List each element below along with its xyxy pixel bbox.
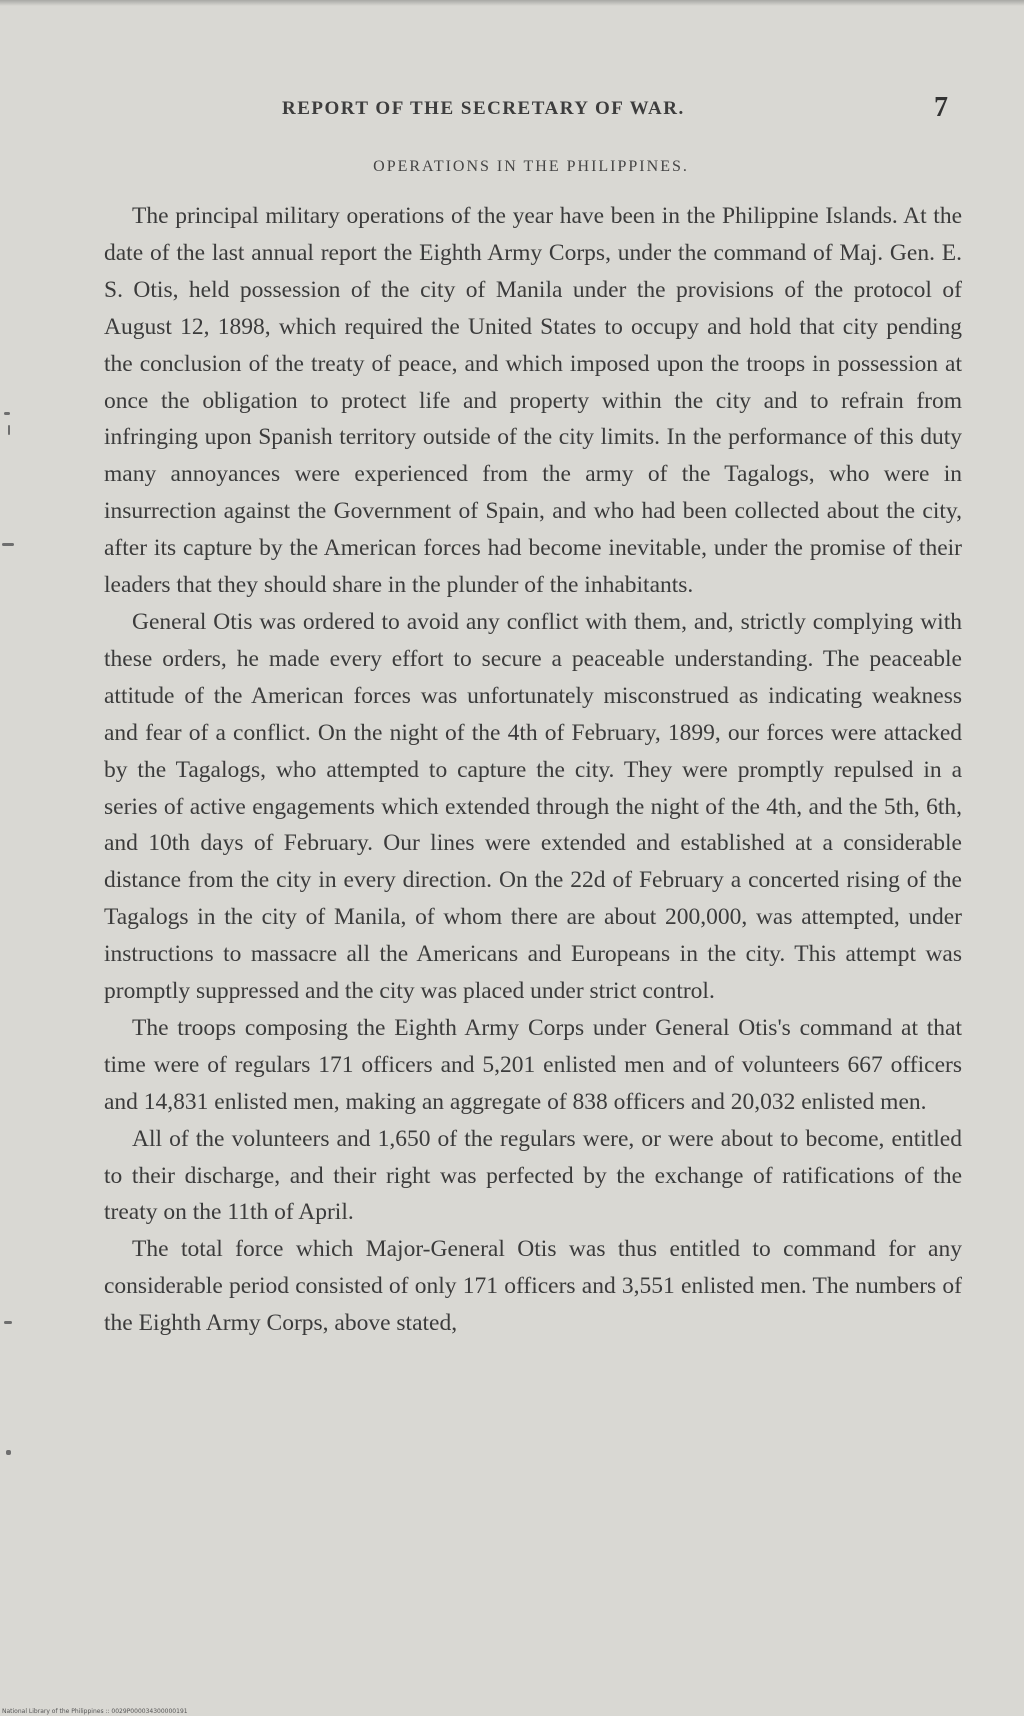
paragraph: The total force which Major-General Otis was thus entitled to command for any considerable period consisted of only 171 officers and 3,551 enlisted men. The numbers of the Eighth Army Corps, above stated,: [104, 1236, 962, 1337]
margin-speck: [6, 1450, 11, 1455]
body-text: [104, 198, 962, 1342]
paragraph: The troops composing the Eighth Army Corps under General Otis's command at that time were of regulars 171 officers and 5,201 enlisted men and of volunteers 667 officers and 14,831 enlisted men, making an aggregate of 838 officers and 20,032 enlisted men.: [104, 1014, 962, 1115]
running-title: REPORT OF THE SECRETARY OF WAR.: [282, 98, 685, 119]
margin-speck: [2, 543, 14, 546]
paragraph: All of the volunteers and 1,650 of the regulars were, or were about to become, entitled to their discharge, and their right was perfected by the exchange of ratifications of the treaty on the 11th of April.: [104, 1125, 962, 1226]
running-header: [0, 92, 1024, 124]
margin-speck: [8, 425, 10, 435]
section-title: OPERATIONS IN THE PHILIPPINES.: [373, 158, 689, 175]
margin-speck: [4, 412, 10, 415]
paragraph: General Otis was ordered to avoid any conflict with them, and, strictly complying with these orders, he made every effort to secure a peaceable understanding. The peaceable attitude of the American forces was unfortunately misconstrued as indicating weakness and fear of a conflict. On the night of the 4th of February, 1899, our forces were attacked by the Tagalogs, who attempted to capture the city. They were promptly repulsed in a series of active engagements which extended through the night of the 4th, and the 5th, 6th, and 10th days of February. Our lines were extended and established at a considerable distance from the city in every direction. On the 22d of February a concerted rising of the Tagalogs in the city of Manila, of whom there are about 200,000, was attempted, under instructions to massacre all the Americans and Europeans in the city. This attempt was promptly suppressed and the city was placed under strict control.: [104, 608, 962, 1005]
paragraph: The principal military operations of the year have been in the Philippine Islands. At the date of the last annual report the Eighth Army Corps, under the command of Maj. Gen. E. S. Otis, held possession of the city of Manila under the provisions of the protocol of August 12, 1898, which required the United States to occupy and hold that city pending the conclusion of the treaty of peace, and which imposed upon the troops in possession at once the obligation to protect life and property within the city and to refrain from infringing upon Spanish territory outside of the city limits. In the performance of this duty many annoyances were experienced from the army of the Tagalogs, who were in insurrection against the Government of Spain, and who had been collected about the city, after its capture by the American forces had become inevitable, under the promise of their leaders that they should share in the plunder of the inhabitants.: [104, 203, 962, 599]
page-number: 7: [934, 92, 948, 123]
scan-credit: National Library of the Philippines :: 0029P000034300000191: [2, 1708, 188, 1715]
margin-speck: [4, 1321, 12, 1324]
